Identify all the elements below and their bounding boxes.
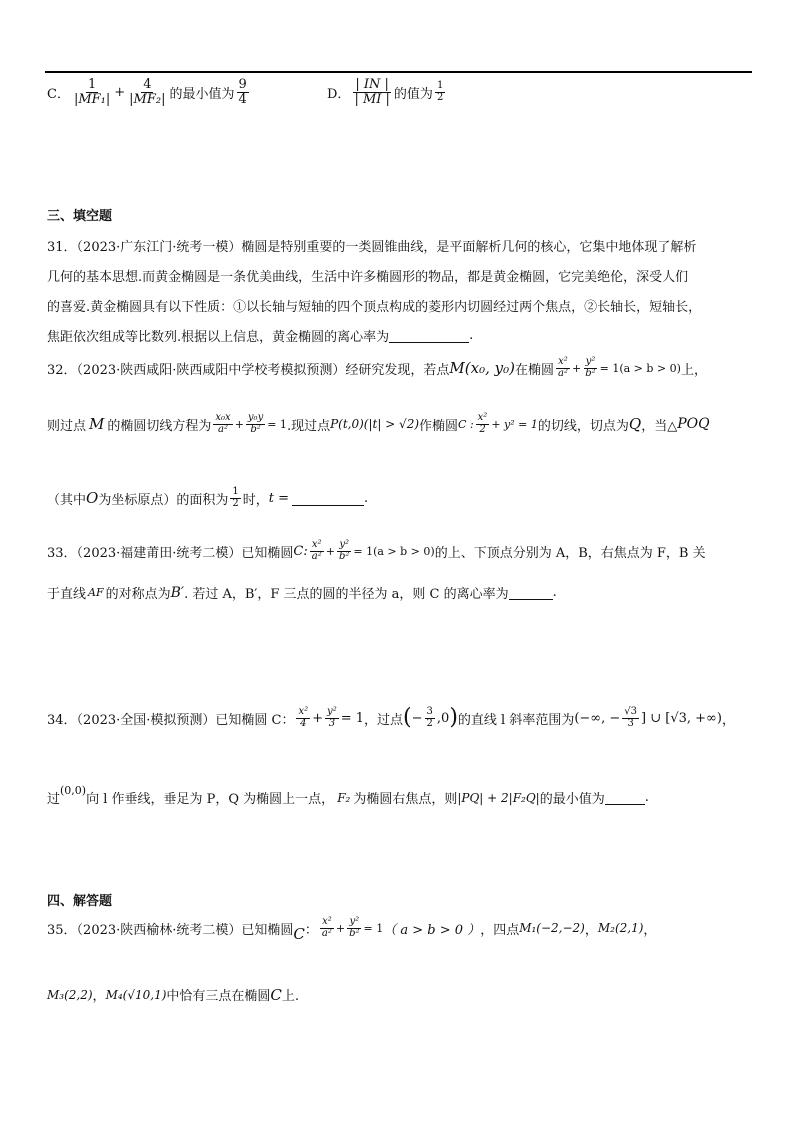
q35-line2 (47, 985, 299, 1004)
denominator: | MI | (354, 91, 390, 107)
q33-text: . 若过 A，B′，F 三点的圆的半径为 a，则 C 的离心率为 (184, 587, 509, 602)
denominator: 4 (238, 91, 247, 107)
equation: = 1 (363, 921, 384, 935)
q33-text: 于直线 (47, 587, 87, 602)
q32-text: 作椭圆 (419, 418, 459, 434)
fraction (425, 707, 435, 729)
fraction (583, 357, 597, 379)
line-label: AF (88, 586, 104, 599)
option-d-text: 的值为 (393, 86, 433, 102)
answer-blank[interactable] (292, 491, 364, 506)
q31-line: 焦距依次组成等比数列.根据以上信息，黄金椭圆的离心率为 (47, 330, 390, 345)
denominator: 2 (232, 497, 239, 509)
numerator: x² (558, 356, 568, 367)
denominator: b² (585, 367, 596, 379)
q34-text: ，过点 (364, 712, 404, 728)
fraction (320, 917, 334, 939)
denominator: b² (349, 927, 360, 939)
point-p: P(t,0)(|t| > √2) (330, 417, 420, 431)
q34-text: ， (721, 712, 735, 728)
q32-text: .现过点 (286, 418, 331, 434)
fraction (246, 413, 265, 435)
fraction (622, 707, 639, 729)
denominator: a² (321, 927, 332, 939)
q31-line: 31．（2023·广东江门·统考一模）椭圆是特别重要的一类圆锥曲线，是平面解析几何的核心，它集中地体现了解析 (47, 240, 697, 255)
numerator: y² (339, 539, 349, 550)
plus-sign: + (325, 544, 335, 558)
numerator: x² (311, 539, 322, 550)
numerator: x² (477, 412, 488, 423)
fraction (347, 917, 361, 939)
plus-sign: + (571, 361, 582, 375)
numerator: y₀y (247, 412, 264, 423)
equation: = 1 (267, 417, 287, 431)
point-label: B′ (170, 584, 185, 601)
denominator: |MF₂| (129, 91, 166, 107)
q32-text: （其中 (47, 492, 87, 508)
fraction (237, 78, 249, 106)
fraction (556, 357, 570, 379)
origin-point: (0,0) (60, 784, 87, 797)
range-close: ] ∪ [√3, +∞) (641, 710, 722, 726)
header-rule (45, 71, 752, 73)
q32-text: 的切线，切点为 (537, 418, 629, 434)
numerator: y² (349, 916, 360, 927)
q32-line2: 则过点 M 的椭圆切线方程为 $\frac{\text{x₀x}}{\text{a²}}$ + $\frac{\text{y₀y}}{\text{b²}}$ = 1 .现过点 P(t,0)(|t| > √2) 作椭圆 C : $\frac{\text{x²}}{2}$ + y² = 1 的切线，切点为 Q ，当△ POQ (47, 412, 710, 435)
fraction (435, 81, 445, 103)
q31-line: 几何的基本思想.而黄金椭圆是一条优美曲线，生活中许多椭圆形的物品，都是黄金椭圆，它完美绝伦，深受人们 (47, 270, 689, 285)
fraction (230, 487, 240, 509)
option-c (47, 78, 251, 106)
comma: ， (92, 989, 106, 1004)
q31-line: 的喜爱.黄金椭圆具有以下性质：①以长轴与短轴的四个顶点构成的菱形内切圆经过两个焦点，②长轴长，短轴长， (47, 300, 702, 315)
comma: ， (643, 922, 657, 938)
denominator: b² (250, 423, 261, 435)
q34-text: 向 l 作垂线，垂足为 P，Q 为椭圆上一点， (86, 792, 335, 807)
fraction (310, 540, 324, 562)
q32-text: ，当△ (641, 418, 678, 434)
q32-text: 则过点 (47, 418, 87, 434)
ellipse-label: C : (458, 417, 474, 431)
plus-sign: + (312, 710, 324, 726)
numerator: 3 (426, 706, 433, 717)
q33-text: 33．（2023·福建莆田·统考二模）已知椭圆 (47, 545, 294, 561)
numerator: y² (585, 356, 596, 367)
denominator: 3 (627, 717, 634, 729)
q32-text: 的椭圆切线方程为 (107, 418, 212, 434)
numerator: x² (298, 706, 309, 717)
expression: |PQ| + 2|F₂Q| (457, 790, 540, 805)
minus-sign: − (411, 710, 423, 726)
point-m1: M₁(−2,−2) (519, 921, 585, 935)
answer-blank[interactable] (605, 790, 645, 805)
equation-condition: = 1(a > b > 0) (353, 544, 435, 558)
comma: ， (584, 922, 598, 938)
numerator: √3 (624, 706, 638, 717)
q34-text: 34．（2023·全国·模拟预测）已知椭圆 C： (47, 712, 295, 728)
denominator: 2 (426, 717, 433, 729)
answer-blank[interactable] (509, 585, 553, 600)
point-m2: M₂(2,1) (597, 921, 644, 935)
q33-line2 (47, 583, 557, 602)
period: . (363, 490, 369, 506)
denominator: 3 (328, 717, 336, 729)
period: . (469, 328, 474, 343)
option-d (327, 78, 447, 106)
numerator: 9 (238, 77, 247, 92)
denominator: |MF₁| (73, 91, 111, 107)
denominator: 4 (300, 717, 307, 729)
period: . (644, 790, 649, 805)
q33-text: 的上、下顶点分别为 A，B，右焦点为 F，B 关 (434, 545, 706, 561)
denominator: 2 (479, 423, 486, 435)
numerator: | IN | (355, 77, 389, 92)
section-title-fill: 三、填空题 (47, 209, 113, 224)
fraction (296, 707, 310, 729)
q33-text: 的对称点为 (105, 587, 171, 602)
q34-text: 过 (47, 792, 61, 807)
q32-line1 (47, 357, 707, 379)
point-label: Q (628, 415, 642, 433)
numerator: 1 (232, 486, 239, 497)
equation: = 1 (340, 710, 365, 726)
q34-text: 的最小值为 (539, 792, 605, 807)
numerator: 4 (143, 77, 152, 92)
ellipse-label: C (293, 925, 305, 943)
numerator: 1 (87, 77, 97, 92)
numerator: x₀x (215, 412, 231, 423)
plus-sign: + (114, 84, 126, 100)
condition: （ a > b > 0 ） (383, 922, 481, 938)
q31-last-line (47, 326, 473, 345)
denominator: b² (338, 550, 350, 562)
q32-text: 时， (242, 492, 269, 508)
q34-line2 (47, 784, 649, 807)
numerator: y² (327, 706, 337, 717)
denominator: 2 (436, 91, 444, 103)
q34-line1: 34．（2023·全国·模拟预测）已知椭圆 C： $\frac{\text{x²}}{4}$ + $\frac{\text{y²}}{3}$ = 1 ，过点 ( − $\frac{3}{2}$ ,0 ) 的直线 l 斜率范围为 (−∞, − $\frac{√3}{3}$ ] ∪ [√3, +∞) ， (47, 705, 735, 730)
fraction (325, 707, 339, 729)
point-m4: M₄(√10,1) (105, 987, 167, 1002)
point-label: O (86, 489, 99, 507)
period: . (552, 585, 557, 600)
fraction (476, 413, 490, 435)
denominator: a² (311, 550, 322, 562)
fraction (213, 413, 232, 435)
q35-text: 中恰有三点在椭圆 (166, 989, 271, 1004)
option-c-label: C． (47, 86, 70, 102)
t-label: t = (268, 490, 289, 506)
q34-text: 的直线 l 斜率范围为 (457, 712, 575, 728)
point-rest: ,0 (436, 710, 450, 726)
ellipse-label: C (270, 985, 282, 1004)
option-d-label: D． (327, 86, 351, 102)
fraction (127, 78, 167, 106)
q35-text: 上. (281, 989, 300, 1004)
equation-condition: = 1(a > b > 0) (599, 361, 681, 375)
range-open: (−∞, − (574, 710, 621, 726)
focus-label: F₂ (337, 790, 351, 805)
triangle-label: POQ (677, 416, 710, 432)
q35-text: 35．（2023·陕西榆林·统考二模）已知椭圆 (47, 922, 294, 938)
denominator: a² (557, 367, 568, 379)
q35-line1 (47, 916, 657, 943)
q32-text: 为坐标原点）的面积为 (98, 492, 229, 508)
answer-blank[interactable] (389, 328, 469, 343)
point-m: M(x₀, y₀) (449, 359, 515, 377)
fraction (337, 540, 351, 562)
q33-line1 (47, 540, 706, 562)
q34-text: 为椭圆右焦点，则 (353, 792, 458, 807)
numerator: 1 (436, 80, 444, 92)
numerator: x² (322, 916, 332, 927)
q32-line3 (47, 487, 368, 509)
denominator: a² (218, 423, 229, 435)
equation: + y² = 1 (491, 417, 538, 431)
ellipse-label: C: (293, 543, 308, 559)
option-c-text: 的最小值为 (169, 86, 235, 102)
section-title-answer: 四、解答题 (47, 894, 113, 909)
fraction (352, 78, 391, 106)
q32-text: 在椭圆 (514, 362, 554, 378)
fraction (72, 78, 112, 106)
point-m3: M₃(2,2) (47, 987, 93, 1002)
q35-text: ，四点 (480, 922, 520, 938)
colon: ： (304, 922, 318, 938)
plus-sign: + (335, 921, 346, 935)
q32-text: 上， (680, 362, 707, 378)
q32-text: 32．（2023·陕西咸阳·陕西咸阳中学校考模拟预测）经研究发现，若点 (47, 362, 450, 378)
point-label: M (89, 415, 105, 433)
